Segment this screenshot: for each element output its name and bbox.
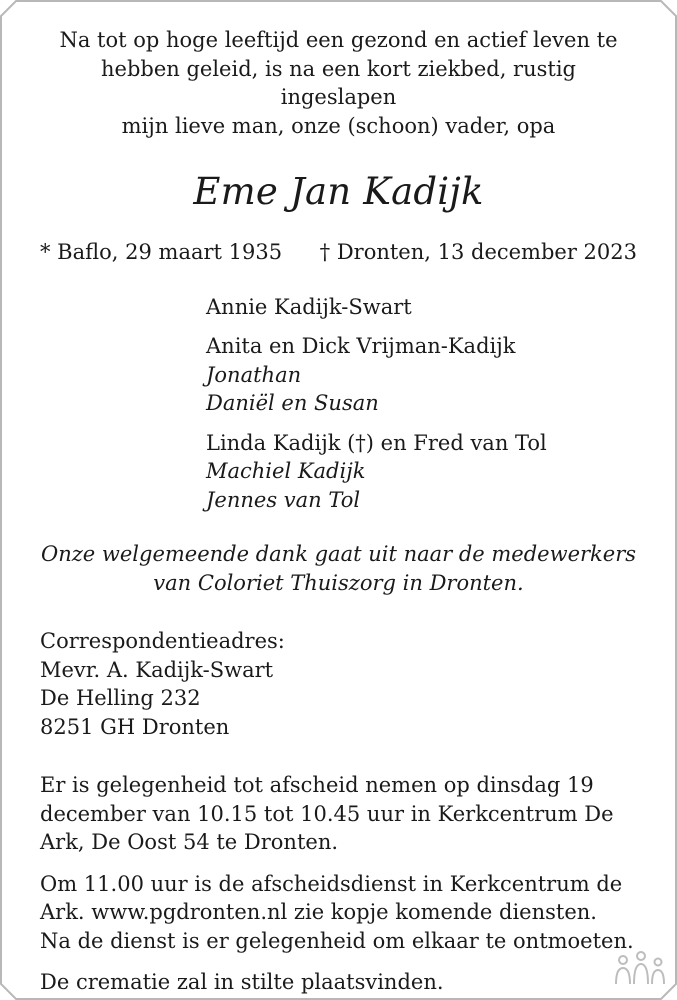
service-line: Om 11.00 uur is de afscheidsdienst in Kerkcentrum de bbox=[40, 871, 623, 896]
death-date: † Dronten, 13 december 2023 bbox=[319, 240, 637, 264]
birth-date: * Baflo, 29 maart 1935 bbox=[40, 240, 283, 264]
farewell-line: december van 10.15 tot 10.45 uur in Kerkcentrum De bbox=[40, 801, 614, 826]
service-line: Ark. www.pgdronten.nl zie kopje komende diensten. bbox=[40, 900, 597, 924]
life-dates bbox=[40, 238, 637, 267]
intro-line: Na tot op hoge leeftijd een gezond en actief leven te bbox=[59, 28, 618, 52]
service-paragraph bbox=[40, 870, 637, 956]
address-line: Correspondentieadres: bbox=[40, 629, 285, 653]
address-line: 8251 GH Dronten bbox=[40, 714, 230, 739]
notice-content bbox=[40, 26, 637, 997]
cremation-line: De crematie zal in stilte plaatsvinden. bbox=[40, 970, 444, 994]
intro-line: mijn lieve man, onze (schoon) vader, opa bbox=[121, 113, 556, 138]
service-line: Na de dienst is er gelegenheid om elkaar te ontmoeten. bbox=[40, 928, 634, 953]
cremation-paragraph bbox=[40, 968, 637, 997]
grandchild-name: Daniël en Susan bbox=[206, 391, 379, 415]
family-spouse bbox=[206, 293, 637, 322]
family-group-1 bbox=[206, 332, 637, 418]
spouse-name: Annie Kadijk-Swart bbox=[206, 294, 412, 319]
farewell-line: Er is gelegenheid tot afscheid nemen op dinsdag 19 bbox=[40, 773, 594, 797]
intro-text bbox=[40, 26, 637, 140]
parents-name: Linda Kadijk (†) en Fred van Tol bbox=[206, 430, 547, 455]
thanks-line: van Coloriet Thuiszorg in Dronten. bbox=[153, 570, 524, 595]
farewell-line: Ark, De Oost 54 te Dronten. bbox=[40, 830, 339, 854]
deceased-name: Eme Jan Kadijk bbox=[193, 170, 484, 213]
family-group-2 bbox=[206, 429, 637, 515]
address-line: Mevr. A. Kadijk-Swart bbox=[40, 657, 274, 682]
correspondence-address bbox=[40, 627, 637, 741]
thanks-line: Onze welgemeende dank gaat uit naar de medewerkers bbox=[40, 542, 637, 566]
parents-name: Anita en Dick Vrijman-Kadijk bbox=[206, 334, 516, 358]
grandchild-name: Jonathan bbox=[206, 362, 302, 387]
family-figures-logo-icon bbox=[613, 950, 669, 990]
intro-line: hebben geleid, is na een kort ziekbed, rustig ingeslapen bbox=[101, 56, 576, 109]
grandchild-name: Jennes van Tol bbox=[206, 487, 361, 512]
family-list bbox=[206, 293, 637, 515]
thanks-text bbox=[40, 540, 637, 597]
grandchild-name: Machiel Kadijk bbox=[206, 459, 366, 483]
address-line: De Helling 232 bbox=[40, 686, 201, 710]
farewell-paragraph bbox=[40, 771, 637, 857]
